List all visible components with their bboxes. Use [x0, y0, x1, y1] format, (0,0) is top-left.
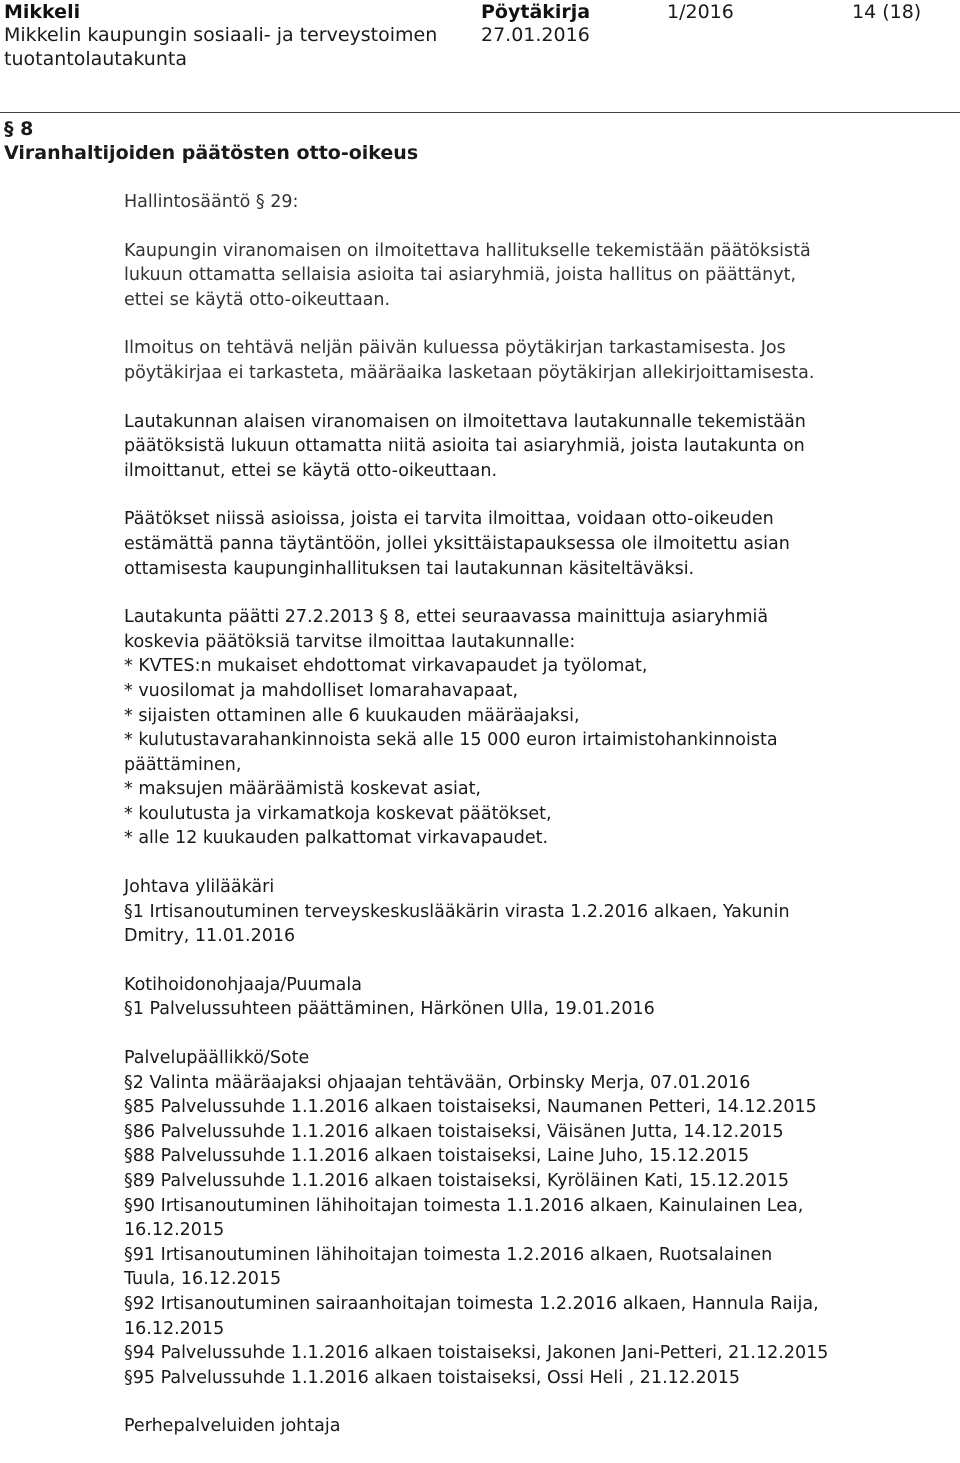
decision-entry: §92 Irtisanoutuminen sairaanhoitajan toimesta 1.2.2016 alkaen, Hannula Raija, [124, 1293, 819, 1314]
decision-group-heading: Kotihoidonohjaaja/Puumala [124, 974, 362, 995]
decision-entry: §91 Irtisanoutuminen lähihoitajan toimesta 1.2.2016 alkaen, Ruotsalainen [124, 1244, 773, 1265]
decision-entry: Tuula, 16.12.2015 [124, 1269, 282, 1290]
list-item: * KVTES:n mukaiset ehdottomat virkavapaudet ja työlomat, [124, 656, 648, 677]
page-number: 14 (18) [852, 1, 922, 23]
document-date: 27.01.2016 [481, 24, 590, 46]
paragraph-enforcement: Päätökset niissä asioissa, joista ei tarvita ilmoittaa, voidaan otto-oikeuden estämättä panna täytäntöön, jollei yksittäistapauksessa ole ilmoitettu asian ottamisesta kaupunginhallituksen tai lautakunnan käsiteltäväksi. [124, 509, 790, 579]
decision-group-heading: Johtava ylilääkäri [124, 877, 275, 898]
decision-group-home-care-puumala [124, 973, 924, 1022]
org-subtitle-line-1: Mikkelin kaupungin sosiaali- ja terveystoimen [4, 24, 438, 46]
org-name: Mikkeli [4, 1, 81, 23]
decision-entry: §90 Irtisanoutuminen lähihoitajan toimesta 1.1.2016 alkaen, Kainulainen Lea, [124, 1195, 804, 1216]
header-divider [0, 112, 960, 113]
section-title: Viranhaltijoiden päätösten otto-oikeus [4, 142, 419, 164]
decision-group-family-services [124, 1414, 924, 1439]
decision-group-service-manager [124, 1046, 924, 1390]
paragraph-board-decision-list: Lautakunta päätti 27.2.2013 § 8, ettei seuraavassa mainittuja asiaryhmiä koskevia päätöksiä tarvitse ilmoittaa lautakunnalle: * KVTES:n mukaiset ehdottomat virkavapaudet ja työlomat, * vuosilomat ja mahdolliset lomarahavapaat, * sijaisten ottaminen alle 6 kuukauden määräajaksi, * kulutustavarahankinnoista sekä alle 15 000 euron irtaimistohankinnoista päättäminen, * maksujen määräämistä koskevat asiat, * koulutusta ja virkamatkoja koskevat päätökset, * alle 12 kuukauden palkattomat virkavapaudet. [124, 605, 924, 851]
org-subtitle-line-2: tuotantolautakunta [4, 48, 187, 70]
decision-entry: Dmitry, 11.01.2016 [124, 926, 296, 947]
document-type: Pöytäkirja [481, 1, 591, 23]
list-item: * koulutusta ja virkamatkoja koskevat päätökset, [124, 803, 552, 824]
document-number: 1/2016 [667, 1, 734, 23]
list-item: * vuosilomat ja mahdolliset lomarahavapaat, [124, 680, 519, 701]
decision-entry: §86 Palvelussuhde 1.1.2016 alkaen toistaiseksi, Väisänen Jutta, 14.12.2015 [124, 1121, 784, 1142]
decision-entry: §1 Palvelussuhteen päättäminen, Härkönen Ulla, 19.01.2016 [124, 999, 655, 1020]
list-item: * sijaisten ottaminen alle 6 kuukauden määräajaksi, [124, 705, 580, 726]
decision-entry: §2 Valinta määräajaksi ohjaajan tehtävään, Orbinsky Merja, 07.01.2016 [124, 1072, 751, 1093]
document-body [124, 190, 924, 1463]
list-item: päättäminen, [124, 754, 242, 775]
list-item: * maksujen määräämistä koskevat asiat, [124, 779, 481, 800]
decision-group-heading: Perhepalveluiden johtaja [124, 1416, 341, 1437]
page-header [0, 0, 960, 110]
paragraph-notification-deadline: Ilmoitus on tehtävä neljän päivän kuluessa pöytäkirjan tarkastamisesta. Jos pöytäkirjaa ei tarkasteta, määräaika lasketaan pöytäkirjan allekirjoittamisesta. [124, 338, 815, 383]
paragraph-city-authority: Kaupungin viranomaisen on ilmoitettava hallitukselle tekemistään päätöksistä lukuun ottamatta sellaisia asioita tai asiaryhmiä, joista hallitus on päättänyt, ettei se käytä otto-oikeuttaan. [124, 240, 811, 310]
decision-group-heading: Palvelupäällikkö/Sote [124, 1048, 310, 1069]
decision-entry: §88 Palvelussuhde 1.1.2016 alkaen toistaiseksi, Laine Juho, 15.12.2015 [124, 1146, 750, 1167]
decision-entry: §85 Palvelussuhde 1.1.2016 alkaen toistaiseksi, Naumanen Petteri, 14.12.2015 [124, 1097, 817, 1118]
rule-reference: Hallintosääntö § 29: [124, 192, 299, 212]
list-item: * kulutustavarahankinnoista sekä alle 15 000 euron irtaimistohankinnoista [124, 730, 778, 751]
list-item: * alle 12 kuukauden palkattomat virkavapaudet. [124, 828, 549, 849]
decision-entry: 16.12.2015 [124, 1318, 225, 1339]
paragraph-board-authority: Lautakunnan alaisen viranomaisen on ilmoitettava lautakunnalle tekemistään päätöksistä lukuun ottamatta niitä asioita tai asiaryhmiä, joista lautakunta on ilmoittanut, ettei se käytä otto-oikeuttaan. [124, 411, 806, 481]
decision-entry: §89 Palvelussuhde 1.1.2016 alkaen toistaiseksi, Kyröläinen Kati, 15.12.2015 [124, 1171, 790, 1191]
decision-entry: §1 Irtisanoutuminen terveyskeskuslääkärin virasta 1.2.2016 alkaen, Yakunin [124, 901, 790, 922]
decision-group-chief-physician [124, 875, 924, 949]
decision-entry: 16.12.2015 [124, 1220, 225, 1241]
section-number: § 8 [4, 118, 34, 140]
decision-entry: §94 Palvelussuhde 1.1.2016 alkaen toistaiseksi, Jakonen Jani-Petteri, 21.12.2015 [124, 1343, 829, 1364]
decision-entry: §95 Palvelussuhde 1.1.2016 alkaen toistaiseksi, Ossi Heli , 21.12.2015 [124, 1367, 741, 1388]
